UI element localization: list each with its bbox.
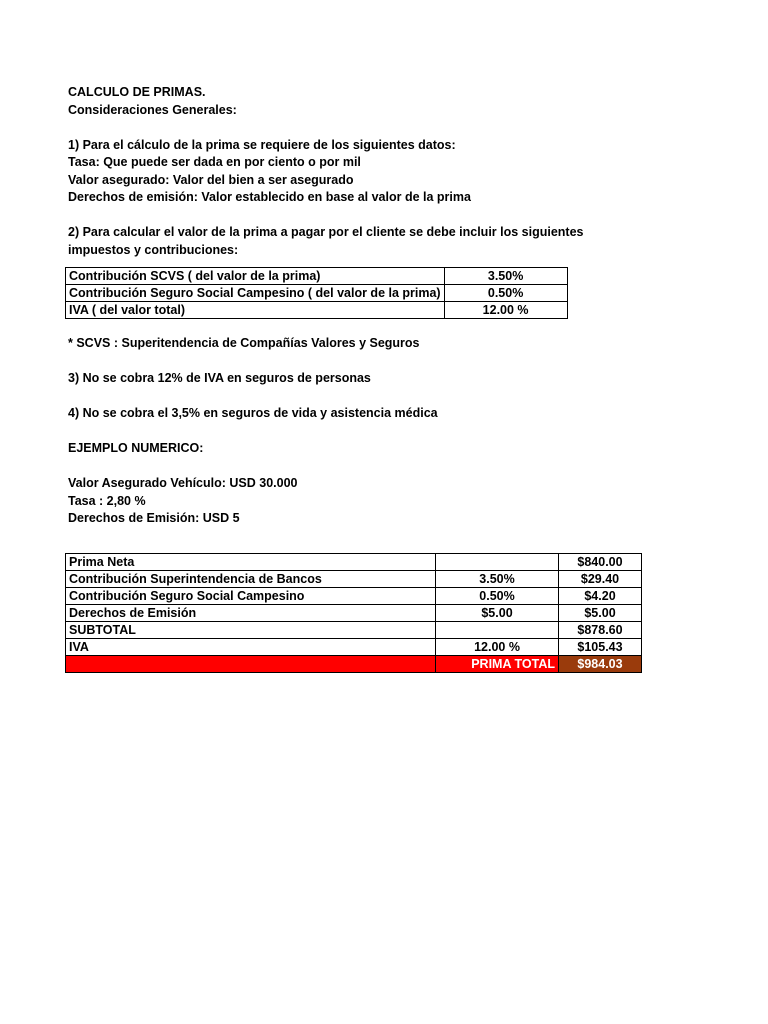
- calc-concept: Contribución Seguro Social Campesino: [66, 588, 436, 605]
- calc-concept: Contribución Superintendencia de Bancos: [66, 571, 436, 588]
- table-row: [66, 554, 642, 571]
- section1-line-derechos: Derechos de emisión: Valor establecido en base al valor de la prima: [68, 190, 471, 204]
- table-row: [66, 285, 568, 302]
- section1-heading: 1) Para el cálculo de la prima se requiere de los siguientes datos:: [68, 137, 456, 152]
- section2-heading-line1: 2) Para calcular el valor de la prima a pagar por el cliente se debe incluir los siguientes: [68, 225, 584, 239]
- tax-rate: 12.00 %: [444, 302, 567, 319]
- total-amount: $984.03: [559, 656, 642, 673]
- calc-amount: $29.40: [559, 571, 642, 588]
- calc-amount: $105.43: [559, 639, 642, 656]
- tax-concept: IVA ( del valor total): [66, 302, 445, 319]
- section1-line-tasa: Tasa: Que puede ser dada en por ciento o por mil: [68, 155, 361, 169]
- table-row: [66, 639, 642, 656]
- tax-table: [65, 267, 568, 319]
- example-heading: EJEMPLO NUMERICO:: [68, 441, 204, 455]
- note-scvs: * SCVS : Superitendencia de Compañías Valores y Seguros: [68, 336, 420, 350]
- calc-concept: IVA: [66, 639, 436, 656]
- calc-amount: $878.60: [559, 622, 642, 639]
- total-fill-cell: [66, 656, 436, 673]
- table-row: [66, 571, 642, 588]
- calc-rate: [436, 622, 559, 639]
- tax-concept: Contribución Seguro Social Campesino ( del valor de la prima): [66, 285, 445, 302]
- section2-heading-line2: impuestos y contribuciones:: [68, 242, 239, 257]
- calc-rate: 12.00 %: [436, 639, 559, 656]
- calc-rate: [436, 554, 559, 571]
- example-line-tasa: Tasa : 2,80 %: [68, 493, 146, 508]
- calc-amount: $5.00: [559, 605, 642, 622]
- document: [68, 84, 708, 673]
- table-row: [66, 302, 568, 319]
- calc-amount: $4.20: [559, 588, 642, 605]
- calc-rate: $5.00: [436, 605, 559, 622]
- total-row: [66, 656, 642, 673]
- tax-rate: 3.50%: [444, 268, 567, 285]
- tax-rate: 0.50%: [444, 285, 567, 302]
- calc-concept: Derechos de Emisión: [66, 605, 436, 622]
- tax-concept: Contribución SCVS ( del valor de la prima): [66, 268, 445, 285]
- calc-table: [65, 553, 642, 673]
- section1-line-valor: Valor asegurado: Valor del bien a ser asegurado: [68, 172, 354, 187]
- calc-concept: SUBTOTAL: [66, 622, 436, 639]
- note-3: 3) No se cobra 12% de IVA en seguros de personas: [68, 371, 371, 385]
- page-title: CALCULO DE PRIMAS.: [68, 85, 206, 99]
- table-row: [66, 605, 642, 622]
- page-subtitle: Consideraciones Generales:: [68, 102, 237, 117]
- table-row: [66, 588, 642, 605]
- calc-rate: 3.50%: [436, 571, 559, 588]
- note-4: 4) No se cobra el 3,5% en seguros de vida y asistencia médica: [68, 406, 438, 420]
- example-line-derechos: Derechos de Emisión: USD 5: [68, 511, 240, 525]
- example-line-valor: Valor Asegurado Vehículo: USD 30.000: [68, 476, 298, 490]
- table-row: [66, 268, 568, 285]
- table-row: [66, 622, 642, 639]
- total-label: PRIMA TOTAL: [436, 656, 559, 673]
- calc-rate: 0.50%: [436, 588, 559, 605]
- calc-concept: Prima Neta: [66, 554, 436, 571]
- calc-amount: $840.00: [559, 554, 642, 571]
